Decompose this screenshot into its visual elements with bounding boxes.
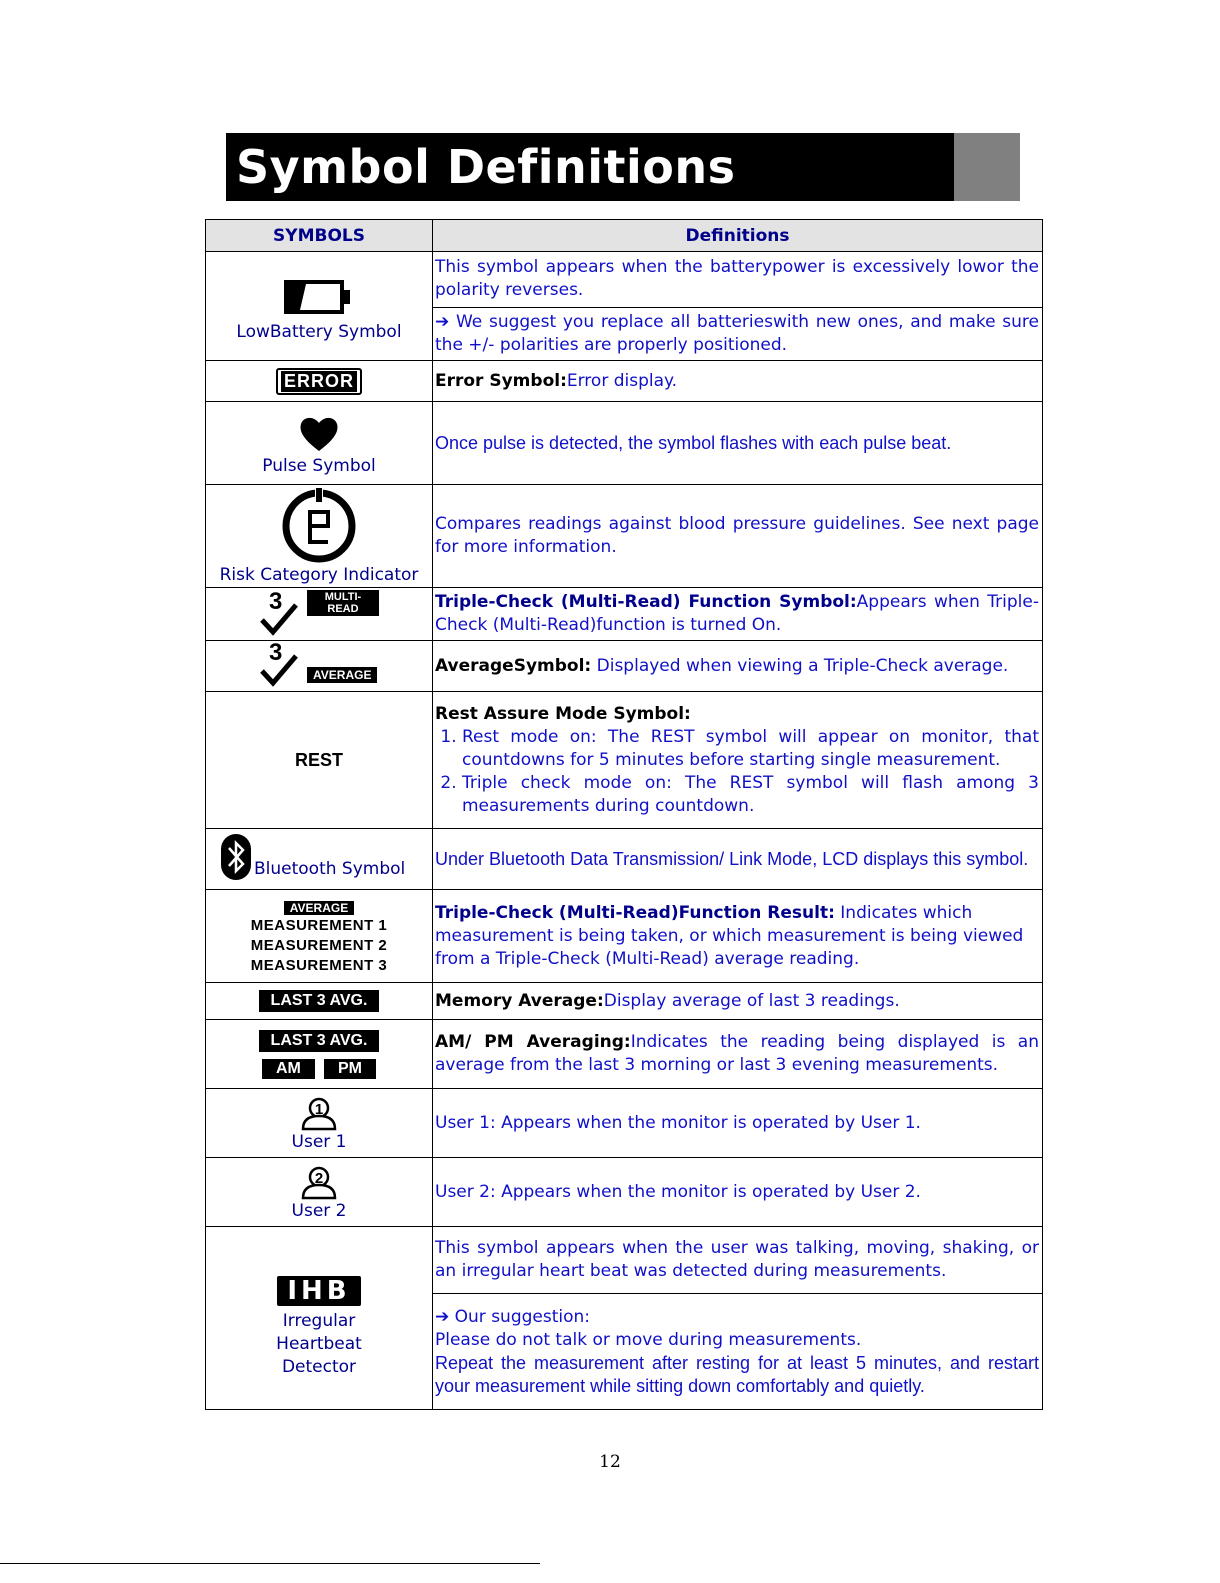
user1-definition: User 1: Appears when the monitor is operated by User 1. bbox=[433, 1089, 1043, 1158]
error-icon-text: ERROR bbox=[281, 371, 357, 392]
pm-badge: PM bbox=[324, 1059, 376, 1079]
measurement-1-label: MEASUREMENT 1 bbox=[250, 916, 388, 934]
table-row bbox=[206, 1020, 1043, 1089]
average-text: Displayed when viewing a Triple-Check average. bbox=[596, 655, 1009, 676]
am-badge: AM bbox=[262, 1059, 315, 1079]
bluetooth-symbol-cell bbox=[206, 829, 433, 890]
rest-list bbox=[435, 726, 1039, 818]
symbols-table bbox=[205, 219, 1043, 1410]
bluetooth-icon bbox=[220, 833, 252, 881]
pulse-symbol-cell bbox=[206, 402, 433, 485]
average-number: 3 bbox=[269, 639, 283, 666]
table-row bbox=[206, 588, 1043, 641]
error-definition bbox=[433, 361, 1043, 402]
ihb-definition: This symbol appears when the user was talking, moving, shaking, or an irregular heart beat was detected during measurements. bbox=[433, 1227, 1043, 1294]
average-badge: AVERAGE bbox=[307, 667, 377, 683]
average-badge: AVERAGE bbox=[284, 901, 354, 915]
list-item: 1. Rest mode on: The REST symbol will appear on monitor, that countdowns for 5 minutes before starting single measurement. bbox=[462, 726, 1039, 772]
ihb-label: Irregular Heartbeat Detector bbox=[276, 1310, 362, 1377]
triple-check-text: Appears when Triple-Check (Multi-Read)function is turned On. bbox=[435, 592, 1039, 635]
risk-label: Risk Category Indicator bbox=[219, 564, 419, 585]
ampm-definition bbox=[433, 1020, 1043, 1089]
low-battery-definition: This symbol appears when the batterypower is excessively lowor the polarity reverses. bbox=[433, 252, 1043, 308]
user1-label: User 1 bbox=[291, 1131, 347, 1152]
low-battery-label: LowBattery Symbol bbox=[236, 321, 402, 342]
ihb-suggestion bbox=[433, 1294, 1043, 1410]
rest-term: Rest Assure Mode Symbol: bbox=[435, 703, 691, 724]
table-row bbox=[206, 1089, 1043, 1158]
title-banner bbox=[226, 133, 1020, 201]
rest-symbol-cell bbox=[206, 692, 433, 829]
error-symbol-cell bbox=[206, 361, 433, 402]
risk-symbol-cell bbox=[206, 485, 433, 588]
low-battery-suggestion bbox=[433, 307, 1043, 361]
average-symbol-cell bbox=[206, 641, 433, 692]
table-row bbox=[206, 890, 1043, 983]
triple-check-number: 3 bbox=[269, 588, 283, 615]
arrow-icon: ➔ bbox=[435, 1306, 450, 1327]
last-3-avg-badge: LAST 3 AVG. bbox=[259, 990, 380, 1012]
triple-check-icon bbox=[259, 588, 379, 636]
error-term: Error Symbol: bbox=[435, 370, 567, 391]
tc-result-symbol-cell bbox=[206, 890, 433, 983]
ihb-suggestion-line-1: Please do not talk or move during measurements. bbox=[435, 1329, 862, 1350]
page-title: Symbol Definitions bbox=[236, 140, 736, 194]
risk-indicator-icon bbox=[281, 486, 357, 566]
table-row bbox=[206, 1158, 1043, 1227]
table-row bbox=[206, 641, 1043, 692]
risk-definition: Compares readings against blood pressure guidelines. See next page for more information. bbox=[433, 485, 1043, 588]
bluetooth-label: Bluetooth Symbol bbox=[254, 859, 406, 879]
user2-label: User 2 bbox=[291, 1200, 347, 1221]
low-battery-symbol-cell bbox=[206, 252, 433, 361]
rest-definition bbox=[433, 692, 1043, 829]
definitions-header: Definitions bbox=[433, 220, 1043, 252]
measurement-3-label: MEASUREMENT 3 bbox=[250, 956, 388, 974]
user2-definition: User 2: Appears when the monitor is operated by User 2. bbox=[433, 1158, 1043, 1227]
ihb-suggestion-heading: Our suggestion: bbox=[454, 1306, 591, 1327]
user2-symbol-cell bbox=[206, 1158, 433, 1227]
user-1-icon-number: 1 bbox=[314, 1100, 324, 1118]
battery-icon bbox=[284, 279, 354, 315]
ihb-symbol-cell bbox=[206, 1227, 433, 1410]
pulse-definition: Once pulse is detected, the symbol flashes with each pulse beat. bbox=[433, 402, 1043, 485]
table-row bbox=[206, 402, 1043, 485]
table-row bbox=[206, 829, 1043, 890]
ihb-suggestion-line-2: Repeat the measurement after resting for at least 5 minutes, and restart your measurement while sitting down comfortably and quietly. bbox=[435, 1352, 1039, 1396]
multi-read-badge: MULTI-READ bbox=[307, 590, 379, 616]
memory-average-definition bbox=[433, 983, 1043, 1020]
ampm-text: Indicates the reading being displayed is an average from the last 3 morning or last 3 evening measurements. bbox=[435, 1032, 1039, 1075]
page-number: 12 bbox=[599, 1452, 621, 1472]
memory-average-text: Display average of last 3 readings. bbox=[603, 990, 900, 1011]
user-2-icon-number: 2 bbox=[314, 1169, 324, 1187]
user1-symbol-cell bbox=[206, 1089, 433, 1158]
error-text: Error display. bbox=[566, 370, 678, 391]
low-battery-suggestion-text: We suggest you replace all batterieswith new ones, and make sure the +/- polarities are properly positioned. bbox=[435, 311, 1039, 355]
memory-average-symbol-cell bbox=[206, 983, 433, 1020]
pulse-label: Pulse Symbol bbox=[262, 455, 376, 476]
bluetooth-definition: Under Bluetooth Data Transmission/ Link Mode, LCD displays this symbol. bbox=[433, 829, 1043, 890]
average-definition bbox=[433, 641, 1043, 692]
triple-check-definition bbox=[433, 588, 1043, 641]
rest-label: REST bbox=[294, 749, 343, 770]
symbols-header: SYMBOLS bbox=[206, 220, 433, 252]
tc-result-text: Indicates which measurement is being taken, or which measurement is being viewed from a Triple-Check (Multi-Read) average reading. bbox=[435, 902, 1024, 969]
table-row bbox=[206, 1227, 1043, 1294]
memory-average-term: Memory Average: bbox=[435, 990, 604, 1011]
table-row bbox=[206, 361, 1043, 402]
user-2-icon bbox=[300, 1166, 338, 1200]
checkmark-icon bbox=[259, 602, 299, 636]
table-header-row bbox=[206, 220, 1043, 252]
ampm-term: AM/ PM Averaging: bbox=[435, 1032, 631, 1052]
table-row bbox=[206, 485, 1043, 588]
average-icon bbox=[259, 641, 379, 687]
user-1-icon bbox=[300, 1097, 338, 1131]
checkmark-icon bbox=[259, 653, 299, 687]
last-3-avg-badge: LAST 3 AVG. bbox=[259, 1030, 380, 1052]
banner-accent bbox=[954, 133, 1020, 201]
table-row bbox=[206, 983, 1043, 1020]
ampm-symbol-cell bbox=[206, 1020, 433, 1089]
error-icon bbox=[276, 368, 362, 395]
table-row bbox=[206, 692, 1043, 829]
triple-check-term: Triple-Check (Multi-Read) Function Symbol: bbox=[435, 592, 857, 612]
average-term: AverageSymbol: bbox=[435, 655, 592, 676]
arrow-icon: ➔ bbox=[435, 311, 450, 332]
tc-result-term: Triple-Check (Multi-Read)Function Result: bbox=[435, 902, 835, 923]
heart-icon bbox=[299, 415, 339, 453]
list-item: 2. Triple check mode on: The REST symbol will flash among 3 measurements during countdown. bbox=[462, 772, 1039, 818]
table-row bbox=[206, 252, 1043, 308]
tc-result-definition bbox=[433, 890, 1043, 983]
measurement-2-label: MEASUREMENT 2 bbox=[250, 936, 388, 954]
triple-check-symbol-cell bbox=[206, 588, 433, 641]
footer-rule bbox=[0, 1563, 540, 1564]
ihb-icon: IHB bbox=[277, 1276, 360, 1306]
